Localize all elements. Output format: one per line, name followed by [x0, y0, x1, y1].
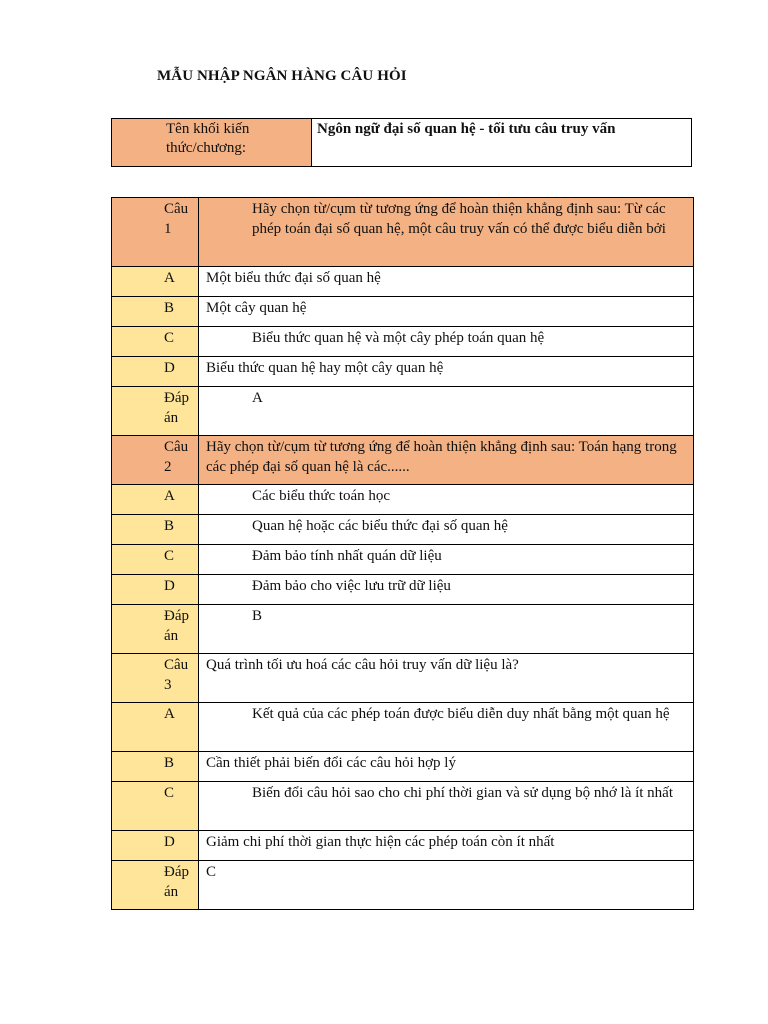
question-number: Câu 1 — [112, 198, 199, 267]
answer-value: C — [199, 861, 694, 910]
option-text: Giảm chi phí thời gian thực hiện các phép toán còn ít nhất — [199, 831, 694, 861]
option-row — [112, 575, 694, 605]
option-row — [112, 485, 694, 515]
option-text: Biến đổi câu hỏi sao cho chi phí thời gian và sử dụng bộ nhớ là ít nhất — [199, 782, 694, 831]
chapter-label: Tên khối kiến thức/chương: — [112, 119, 312, 167]
option-text: Quan hệ hoặc các biểu thức đại số quan hệ — [199, 515, 694, 545]
question-row — [112, 198, 694, 267]
option-key: A — [112, 267, 199, 297]
option-text: Kết quả của các phép toán được biểu diễn duy nhất bằng một quan hệ — [199, 703, 694, 752]
option-text: Đảm bảo cho việc lưu trữ dữ liệu — [199, 575, 694, 605]
question-number: Câu 3 — [112, 654, 199, 703]
option-key: D — [112, 357, 199, 387]
question-text: Hãy chọn từ/cụm từ tương ứng để hoàn thiện khẳng định sau: Toán hạng trong các phép đại số quan hệ là các...... — [199, 436, 694, 485]
option-key: B — [112, 515, 199, 545]
option-row — [112, 545, 694, 575]
chapter-table — [111, 118, 692, 167]
question-number: Câu 2 — [112, 436, 199, 485]
answer-row — [112, 861, 694, 910]
answer-label: Đáp án — [112, 387, 199, 436]
option-text: Cần thiết phải biến đổi các câu hỏi hợp lý — [199, 752, 694, 782]
question-row — [112, 654, 694, 703]
option-text: Các biểu thức toán học — [199, 485, 694, 515]
option-key: B — [112, 752, 199, 782]
answer-row — [112, 605, 694, 654]
option-row — [112, 752, 694, 782]
question-table — [111, 197, 694, 910]
option-text: Đảm bảo tính nhất quán dữ liệu — [199, 545, 694, 575]
question-text: Hãy chọn từ/cụm từ tương ứng để hoàn thiện khẳng định sau: Từ các phép toán đại số quan hệ, một câu truy vấn có thể được biểu diễn bởi — [199, 198, 694, 267]
answer-value: B — [199, 605, 694, 654]
option-text: Một cây quan hệ — [199, 297, 694, 327]
question-row — [112, 436, 694, 485]
option-row — [112, 327, 694, 357]
page-title: MẪU NHẬP NGÂN HÀNG CÂU HỎI — [157, 68, 407, 84]
option-text: Một biểu thức đại số quan hệ — [199, 267, 694, 297]
option-text: Biểu thức quan hệ và một cây phép toán quan hệ — [199, 327, 694, 357]
option-key: C — [112, 545, 199, 575]
option-row — [112, 297, 694, 327]
option-text: Biểu thức quan hệ hay một cây quan hệ — [199, 357, 694, 387]
option-key: D — [112, 831, 199, 861]
answer-label: Đáp án — [112, 605, 199, 654]
option-row — [112, 357, 694, 387]
option-row — [112, 515, 694, 545]
option-key: A — [112, 703, 199, 752]
option-row — [112, 782, 694, 831]
question-text: Quá trình tối ưu hoá các câu hỏi truy vấn dữ liệu là? — [199, 654, 694, 703]
answer-value: A — [199, 387, 694, 436]
option-row — [112, 267, 694, 297]
option-key: C — [112, 782, 199, 831]
option-key: B — [112, 297, 199, 327]
option-key: C — [112, 327, 199, 357]
chapter-value: Ngôn ngữ đại số quan hệ - tối tưu câu truy vấn — [312, 119, 692, 167]
option-key: A — [112, 485, 199, 515]
answer-label: Đáp án — [112, 861, 199, 910]
option-row — [112, 831, 694, 861]
option-row — [112, 703, 694, 752]
answer-row — [112, 387, 694, 436]
option-key: D — [112, 575, 199, 605]
